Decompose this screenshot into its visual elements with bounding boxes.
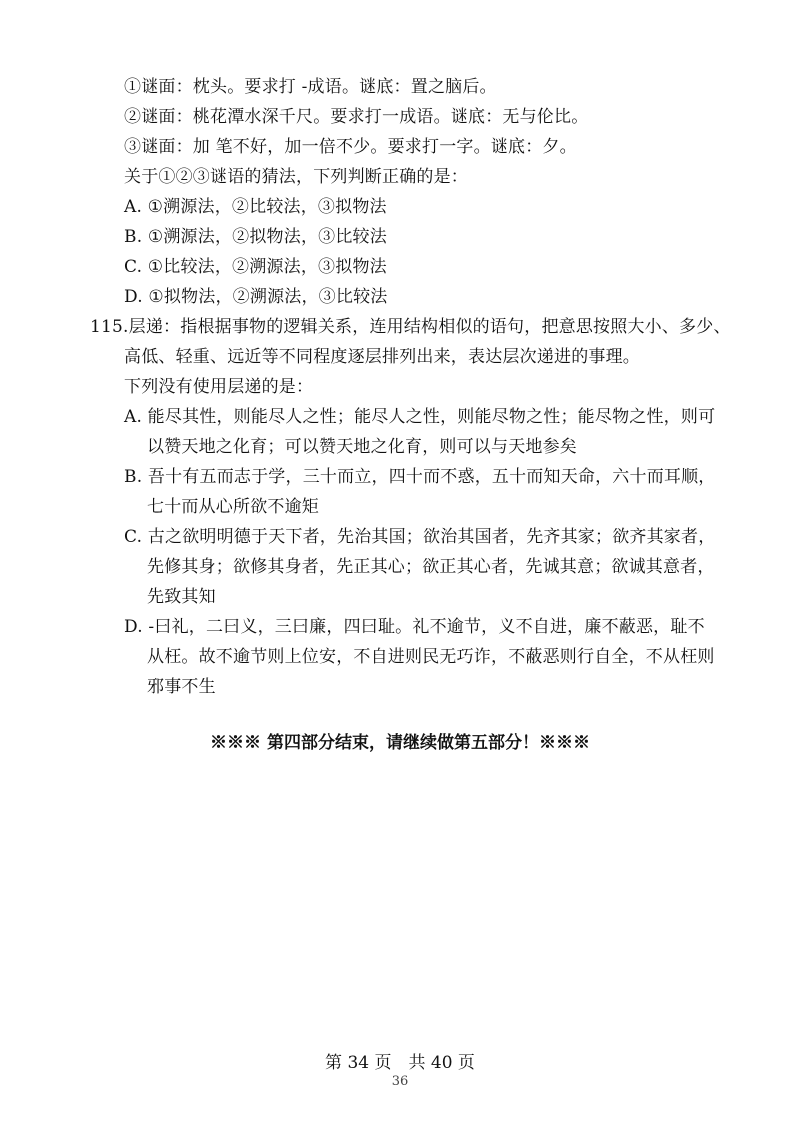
riddle-2: ②谜面：桃花潭水深千尺。要求打一成语。谜底：无与伦比。 (124, 107, 589, 127)
footer-page-info: 第 34 页 共 40 页 (325, 1053, 475, 1073)
riddle-1: ①谜面：枕头。要求打 -成语。谜底：置之脑后。 (124, 77, 497, 97)
question-115-option-a: A. 能尽其性，则能尽人之性；能尽人之性，则能尽物之性；能尽物之性，则可 (124, 407, 716, 427)
question-115-option-c-cont: 先致其知 (147, 587, 216, 607)
question-115-option-d: D. -曰礼，二曰义，三曰廉，四曰耻。礼不逾节，义不自进，廉不蔽恶，耻不 (124, 617, 705, 637)
question-114-option-d: D. ①拟物法，②溯源法，③比较法 (124, 287, 388, 307)
question-114-option-c: C. ①比较法，②溯源法，③拟物法 (124, 257, 387, 277)
riddle-3: ③谜面：加 笔不好，加一倍不少。要求打一字。谜底：夕。 (124, 137, 577, 157)
question-114-option-b: B. ①溯源法，②拟物法，③比较法 (124, 227, 387, 247)
question-115-option-b: B. 吾十有五而志于学，三十而立，四十而不惑，五十而知天命，六十而耳顺， (124, 467, 716, 487)
question-115-option-c-cont: 先修其身；欲修其身者，先正其心；欲正其心者，先诚其意；欲诚其意者， (147, 557, 715, 577)
question-115-intro-cont: 高低、轻重、远近等不同程度逐层排列出来，表达层次递进的事理。 (124, 347, 640, 367)
question-115-stem: 下列没有使用层递的是： (124, 377, 314, 397)
question-115-option-d-cont: 从枉。故不逾节则上位安，不自进则民无巧诈，不蔽恶则行自全，不从枉则 (147, 647, 715, 667)
question-115-intro: 115.层递：指根据事物的逻辑关系，连用结构相似的语句，把意思按照大小、多少、 (90, 317, 731, 337)
question-115-option-b-cont: 七十而从心所欲不逾矩 (147, 497, 319, 517)
question-114-option-a: A. ①溯源法，②比较法，③拟物法 (124, 197, 387, 217)
footer-page-number: 36 (391, 1074, 409, 1089)
question-115-option-a-cont: 以赞天地之化育；可以赞天地之化育，则可以与天地参矣 (147, 437, 577, 457)
question-115-option-c: C. 古之欲明明德于天下者，先治其国；欲治其国者，先齐其家；欲齐其家者， (124, 527, 716, 547)
section-end-banner: ※※※ 第四部分结束，请继续做第五部分！※※※ (210, 733, 590, 753)
question-114-stem: 关于①②③谜语的猜法，下列判断正确的是： (124, 167, 468, 187)
question-115-option-d-cont: 邪事不生 (147, 677, 216, 697)
